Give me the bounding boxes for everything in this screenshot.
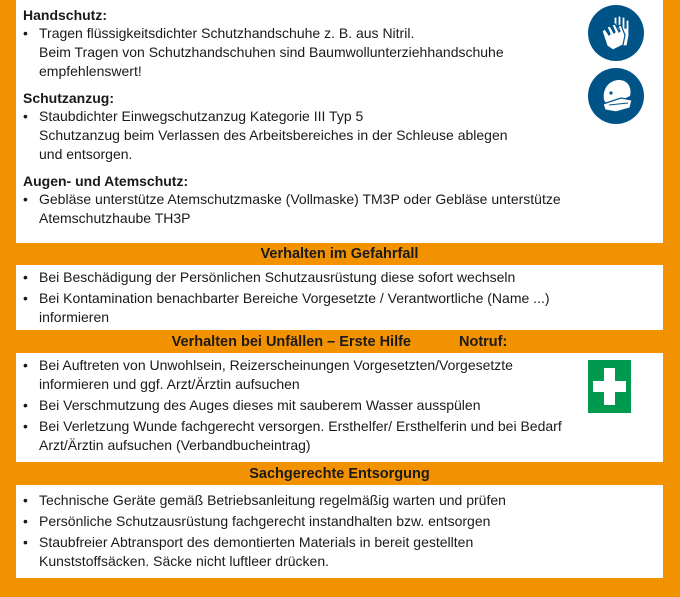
- bullet: •: [23, 418, 28, 434]
- bullet: •: [23, 513, 28, 529]
- first-aid-icon: [588, 360, 631, 413]
- hand-protection-section: [23, 6, 655, 81]
- eye-breath-title: Augen- und Atemschutz:: [23, 173, 189, 189]
- suit-section: [23, 89, 655, 164]
- list-item: • Bei Auftreten von Unwohlsein, Reizerscheinungen Vorgesetzten/Vorgesetzte informieren und ggf. Arzt/Ärztin aufsuchen: [23, 357, 513, 392]
- emergency-call-label: Notruf:: [459, 334, 508, 350]
- gloves-mandatory-icon: [588, 5, 644, 61]
- hand-protection-title: Handschutz:: [23, 7, 107, 23]
- list-item: • Gebläse unterstütze Atemschutzmaske (Vollmaske) TM3P oder Gebläse unterstütze Atemschutzhaube TH3P: [23, 191, 561, 226]
- bullet: •: [23, 397, 28, 413]
- bullet: •: [23, 290, 28, 306]
- list-item: • Tragen flüssigkeitsdichter Schutzhandschuhe z. B. aus Nitril. Beim Tragen von Schutzhandschuhen sind Baumwollunterziehhandschuhe empfehlenswert!: [23, 25, 504, 79]
- list-item: • Bei Kontamination benachbarter Bereiche Vorgesetzte / Verantwortliche (Name ...) informieren: [23, 290, 550, 325]
- bullet: •: [23, 534, 28, 550]
- disposal-panel: [16, 485, 663, 578]
- accident-title: Verhalten bei Unfällen – Erste Hilfe: [171, 334, 411, 350]
- bullet: •: [23, 191, 28, 207]
- list-item: • Bei Verletzung Wunde fachgerecht versorgen. Ersthelfer/ Ersthelferin und bei Bedarf Arzt/Ärztin aufsuchen (Verbandbucheintrag): [23, 418, 562, 453]
- bullet: •: [23, 25, 28, 41]
- bullet: •: [23, 269, 28, 285]
- list-item: • Staubdichter Einwegschutzanzug Kategorie III Typ 5 Schutzanzug beim Verlassen des Arbeitsbereiches in der Schleuse ablegen und entsorgen.: [23, 108, 508, 162]
- bullet: •: [23, 108, 28, 124]
- list-item: • Bei Beschädigung der Persönlichen Schutzausrüstung diese sofort wechseln: [23, 269, 516, 285]
- bullet: •: [23, 492, 28, 508]
- suit-title: Schutzanzug:: [23, 90, 114, 106]
- section-header-disposal: Sachgerechte Entsorgung: [249, 466, 430, 482]
- mask-mandatory-icon: [588, 68, 644, 124]
- list-item: • Persönliche Schutzausrüstung fachgerecht instandhalten bzw. entsorgen: [23, 513, 491, 529]
- section-header-accident: [16, 331, 663, 353]
- eye-breath-section: [23, 172, 655, 228]
- ppe-panel: [16, 0, 663, 243]
- section-header-danger: Verhalten im Gefahrfall: [260, 246, 419, 262]
- list-item: • Bei Verschmutzung des Auges dieses mit sauberem Wasser ausspülen: [23, 397, 481, 413]
- list-item: • Technische Geräte gemäß Betriebsanleitung regelmäßig warten und prüfen: [23, 492, 506, 508]
- accident-panel: [16, 353, 663, 462]
- list-item: • Staubfreier Abtransport des demontierten Materials in bereit gestellten Kunststoffsäcken. Säcke nicht luftleer drücken.: [23, 534, 474, 569]
- danger-panel: [16, 265, 663, 330]
- bullet: •: [23, 357, 28, 373]
